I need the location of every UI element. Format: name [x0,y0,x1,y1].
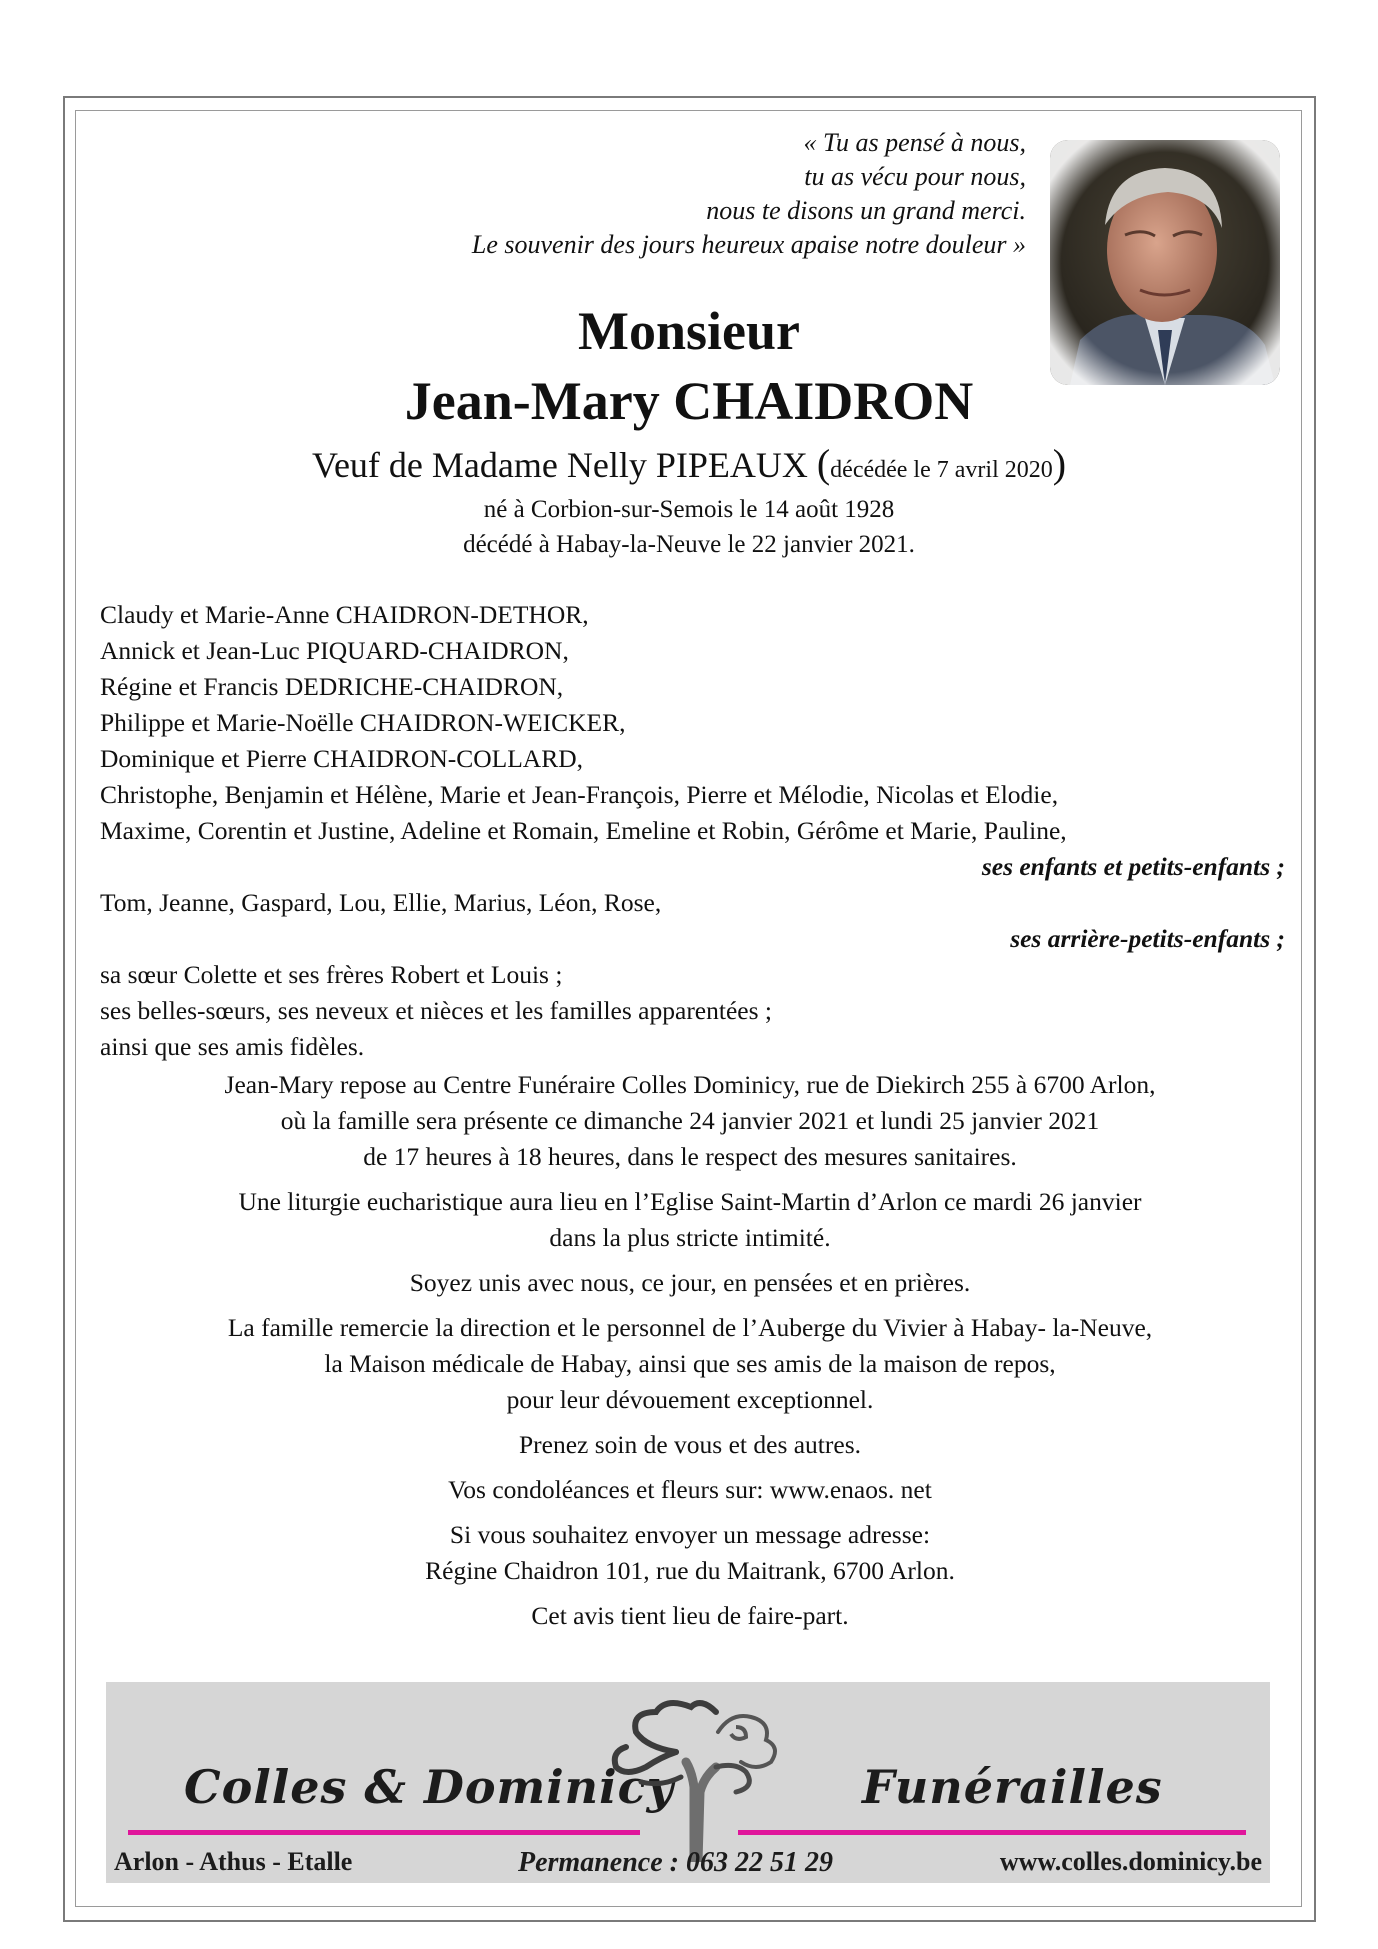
tree-icon [606,1692,786,1862]
life-dates [0,492,1378,562]
condolences-paragraph [100,1472,1280,1508]
accent-divider-left [128,1830,640,1835]
family-line: Philippe et Marie-Noëlle CHAIDRON-WEICKER, [100,708,626,737]
text-line: Régine Chaidron 101, rue du Maitrank, 6700 Arlon. [425,1556,955,1585]
family-line: sa sœur Colette et ses frères Robert et Louis ; [100,960,563,989]
widow-note: décédée le 7 avril 2020 [830,457,1053,483]
text-line: La famille remercie la direction et le personnel de l’Auberge du Vivier à Habay- la-Neuve, [227,1313,1153,1342]
text-line: la Maison médicale de Habay, ainsi que ses amis de la maison de repos, [324,1349,1056,1378]
care-paragraph [100,1427,1280,1463]
address-paragraph [100,1517,1280,1589]
family-line: Régine et Francis DEDRICHE-CHAIDRON, [100,672,564,701]
brand-name: Colles & Dominicy [184,1760,675,1814]
liturgy-paragraph [100,1184,1280,1256]
text-line: Une liturgie eucharistique aura lieu en l’Eglise Saint-Martin d’Arlon ce mardi 26 janvier [238,1187,1142,1216]
text-line: où la famille sera présente ce dimanche 24 janvier 2021 et lundi 25 janvier 2021 [280,1106,1100,1135]
thanks-paragraph [100,1310,1280,1418]
prayer-paragraph [100,1265,1280,1301]
widow-text: Veuf de Madame Nelly PIPEAUX [311,445,817,485]
paren-open: ( [816,441,831,486]
text-line: dans la plus stricte intimité. [549,1223,831,1252]
text-line: pour leur dévouement exceptionnel. [506,1385,874,1414]
family-line: Dominique et Pierre CHAIDRON-COLLARD, [100,744,584,773]
death-line: décédé à Habay-la-Neuve le 22 janvier 2021. [463,531,915,558]
family-line: Maxime, Corentin et Justine, Adeline et Romain, Emeline et Robin, Gérôme et Marie, Pauline, [100,816,1067,845]
quote-line: « Tu as pensé à nous, [803,128,1026,157]
quote-line: Le souvenir des jours heureux apaise notre douleur » [471,230,1026,259]
wake-paragraph [100,1067,1280,1175]
announcement-body [100,1067,1280,1643]
notice-paragraph [100,1598,1280,1634]
accent-divider-right [738,1830,1246,1835]
quote-line: tu as vécu pour nous, [804,162,1026,191]
widow-line [0,442,1378,492]
family-list [100,597,1285,1065]
text-line: Soyez unis avec nous, ce jour, en pensées et en prières. [409,1268,971,1297]
text-line: Jean-Mary repose au Centre Funéraire Colles Dominicy, rue de Diekirch 255 à 6700 Arlon, [224,1070,1156,1099]
funeral-home-banner [106,1682,1270,1883]
deceased-name: Jean-Mary CHAIDRON [404,371,974,431]
text-line: Cet avis tient lieu de faire-part. [531,1601,849,1630]
website-link[interactable]: www.colles.dominicy.be [999,1847,1262,1876]
brand-service: Funérailles [862,1760,1163,1814]
quote-line: nous te disons un grand merci. [706,196,1026,225]
text-line: Prenez soin de vous et des autres. [518,1430,862,1459]
family-line: Christophe, Benjamin et Hélène, Marie et Jean-François, Pierre et Mélodie, Nicolas et Elodie, [100,780,1059,809]
locations: Arlon - Athus - Etalle [114,1847,353,1876]
epitaph-quote [326,126,1026,262]
condolences-link[interactable]: Vos condoléances et fleurs sur: www.enaos. net [448,1475,932,1504]
family-line: ses belles-sœurs, ses neveux et nièces et les familles apparentées ; [100,996,772,1025]
title-honorific: Monsieur [578,301,800,361]
paren-close: ) [1052,441,1067,486]
children-label: ses enfants et petits-enfants ; [981,852,1285,881]
family-line: ainsi que ses amis fidèles. [100,1032,365,1061]
family-line: Tom, Jeanne, Gaspard, Lou, Ellie, Marius, Léon, Rose, [100,888,662,917]
text-line: de 17 heures à 18 heures, dans le respect des mesures sanitaires. [363,1142,1017,1171]
permanence-phone: Permanence : 063 22 51 29 [518,1847,833,1878]
family-line: Annick et Jean-Luc PIQUARD-CHAIDRON, [100,636,569,665]
birth-line: né à Corbion-sur-Semois le 14 août 1928 [483,496,895,523]
family-line: Claudy et Marie-Anne CHAIDRON-DETHOR, [100,600,589,629]
text-line: Si vous souhaitez envoyer un message adresse: [449,1520,931,1549]
great-grandchildren-label: ses arrière-petits-enfants ; [1010,924,1285,953]
